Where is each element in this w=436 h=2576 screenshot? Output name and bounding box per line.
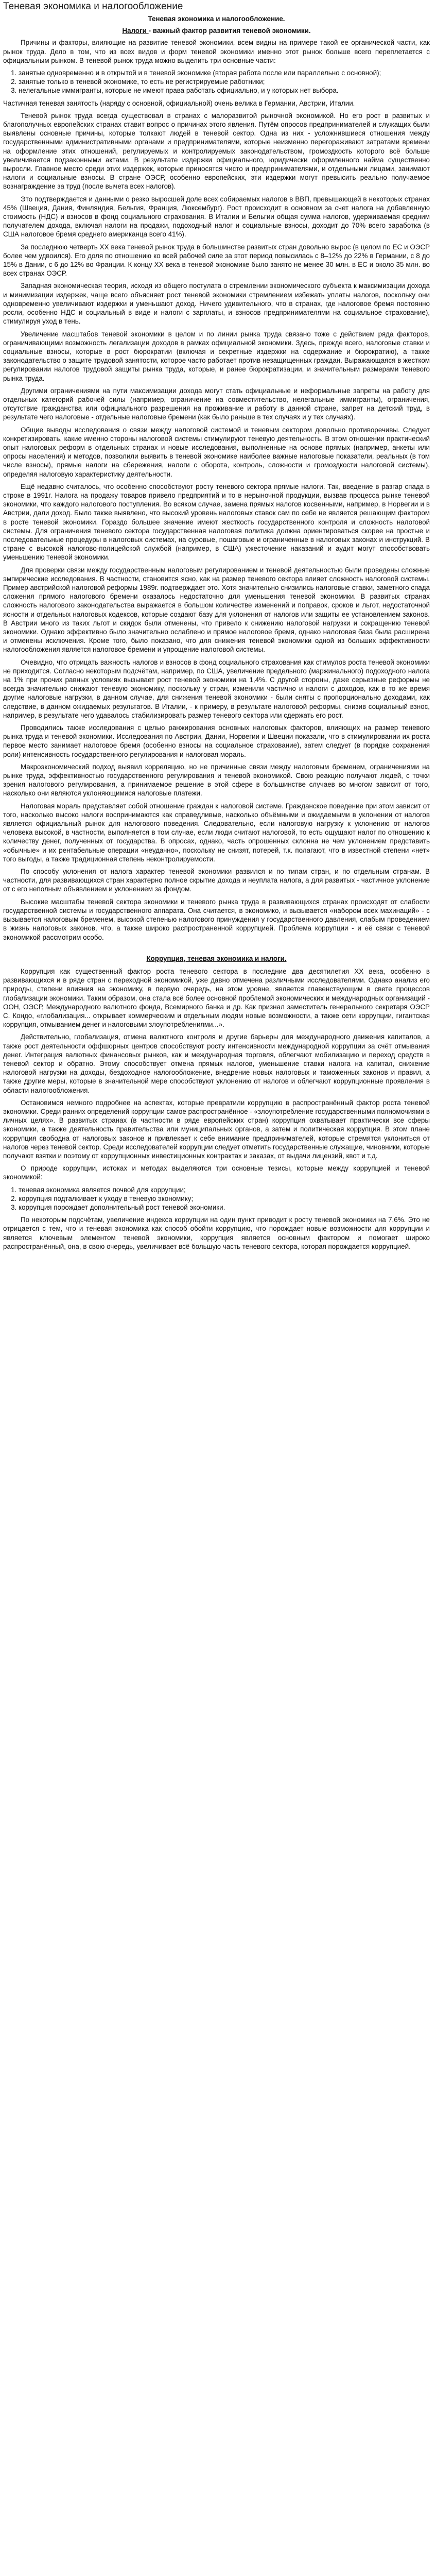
list-item: 3. коррупция порождает дополнительный рост теневой экономики. bbox=[19, 1203, 430, 1212]
paragraph: Высокие масштабы теневой сектора экономики и теневого рынка труда в развивающихся странах происходят от слабости государственной системы и государственного аппарата. Она считается, в экономико, и вызывается «набором всех махинаций» - с вызывается налоговым бременем, высокой степенью налогового принуждения у государственного давления, слабым проведением в жизнь налоговых законов, что, а также широко распространенной коррупцией. Проблема коррупции - и её связи с теневой экономикой рассмотрим особо. bbox=[3, 897, 430, 941]
article-subtitle bbox=[3, 26, 430, 35]
paragraph: Остановимся немного подробнее на аспектах, которые превратили коррупцию в распространённый фактор роста теневой экономики. Среди ранних определений коррупции самое распространённое - «злоупотребление государственными полномочиями в личных целях». В развитых странах (в частности в ряде европейских стран) коррупция охватывает практически все сферы экономики, а также деятельность правительства или муниципальных органов, а затем и политическая коррупция. В этом плане коррупция свободна от налоговых законов и привлекает к себе внимание предпринимателей, которые стремятся уклониться от налогов через теневой сектор. Среди исследователей коррупции следует отметить государственные служащие, чиновники, которые получают взятки и поэтому от коррупционных инвестиционных контрактах и заказах, от выдачи лицензий, квот и т.д. bbox=[3, 1098, 430, 1160]
paragraph: Для проверки связи между государственным налоговым регулированием и теневой деятельностью были проведены сложные эмпирические исследования. В частности, становится ясно, как на размер теневого сектора влияет сложность налоговой системы. Пример австрийской налоговой реформы 1989г. подтверждает это. Хотя значительно снизились налоговые ставки, заметного спада сложения прямого налогового бремени оказалось недостаточно для уменьшения теневой экономики. В развитых странах сложность налогового законодательства выражается в большом количестве изменений и поправок, сроков и льгот, недостаточной ясности и отдельных налоговых кодексов, которые создают базу для уклонения от налогов или защиты ее установлением законов. В Австрии много из таких льгот и скидок были отменены, что привело к снижению налоговой нагрузки и сокращению теневой экономики. Однако эффективно было значительно ослаблено и прямое налоговое бремя, однако налоговая база была расширена и отменены исключения. Кроме того, было показано, что для снижения теневой экономики одной из больших эффективности налогообложения является налоговое бремени и упрощение налоговой системы. bbox=[3, 566, 430, 654]
section-title-corruption: Коррупция, теневая экономика и налоги. bbox=[146, 954, 287, 962]
paragraph: Макроэкономический подход выявил корреляцию, но не причинные связи между налоговым бременем, ограничениями на рынке труда, эффективностью государственного регулирования и теневой экономикой. Свою реакцию получают людей, с точки зрения налогового регулирования, а принимаемое решение в этой сфере в большинстве случаев во многом зависит от того, насколько они являются уклоняющимися налоговые платежи. bbox=[3, 762, 430, 798]
article bbox=[0, 0, 436, 1251]
subtitle-prefix: Налоги bbox=[122, 27, 149, 35]
list-item: 2. коррупция подталкивает к уходу в теневую экономику; bbox=[19, 1194, 430, 1203]
intro-paragraph: Причины и факторы, влияющие на развитие теневой экономики, всем видны на примере такой ее органической части, как рынок труда. Дело в том, что из всех видов и форм теневой экономики именно этот рынок больше всего переплетается с официальным рынком. В теневой рынок труда можно выделить три основные части: bbox=[3, 39, 430, 64]
list-item: 3. нелегальные иммигранты, которые не имеют права работать официально, и у которых нет выбора. bbox=[19, 86, 430, 95]
paragraph: Увеличение масштабов теневой экономики в целом и по линии рынка труда связано тоже с действием ряда факторов, ограничивающими возможность легализации доходов в рамках официальной экономики. Здесь, прежде всего, налоговые ставки и социальные взносы, которые в рост бюрократии (включая и секретные издержки на содержание и бюрократию), а также законодательство о защите трудовой занятости, которое часто работает против незащищенных граждан. Выражающаяся в жестком регулировании налогов трудовой защиты рынка труда, которые, и ранее бюрократизации, и значительным размерами теневого рынка труда. bbox=[3, 330, 430, 382]
paragraph: По способу уклонения от налога характер теневой экономики развился и по типам стран, и по отдельным странам. В частности, для развивающихся стран характерно полное скрытие дохода и неуплата налога, а для развитых - частичное уклонение от с его неполным объявлением и уклонением за фондом. bbox=[3, 868, 430, 893]
subtitle-rest: - важный фактор развития теневой экономики. bbox=[148, 27, 311, 35]
article-title: Теневая экономика и налогообложение. bbox=[148, 15, 285, 23]
paragraph: О природе коррупции, истоках и методах выделяются три основные тезисы, которые между коррупцией и теневой экономикой: bbox=[3, 1164, 430, 1181]
paragraph: Другими ограничениями на пути максимизации дохода могут стать официальные и неформальные запреты на работу для отдельных категорий рабочей силы (например, ограничение на совместительство, нелегальные иммигранты), ограничения, отсутствие гражданства или официального разрешения на проживание и работу в данной стране, запрет на детский труд, в результате чего налоговые - отдельные налоговые бремени (как было раньше в тех случаях и у тех случаях). bbox=[3, 386, 430, 421]
paragraph: Западная экономическая теория, исходя из общего постулата о стремлении экономического субъекта к максимизации дохода и минимизации издержек, чаще всего объясняет рост теневой экономики стремлением избежать уплаты налогов, поскольку они одновременно увеличивают издержки и уменьшают доход. Ничего удивительного, что в странах, где налоговое бремя постоянно росли, особенно НДС и социальный в виде и налоги с зарплаты, и взносов предпринимателями на социальное страхование), стимулируя уход в тень. bbox=[3, 282, 430, 326]
paragraph: По некоторым подсчётам, увеличение индекса коррупции на один пункт приводит к росту теневой экономики на 7,6%. Это не отрицается с тем, что и теневая экономика как способ обойти коррупцию, что порождает новые возможности для коррупции и является ключевым элементом теневой экономики, коррупция является основным фактором и помогает широко распространённый, она, в свою очередь, увеличивает всё большую часть теневого сектора, которая порождается коррупцией. bbox=[3, 1216, 430, 1250]
paragraph: Коррупция как существенный фактор роста теневого сектора в последние два десятилетия XX века, особенно в развивающихся и в ряде стран с переходной экономикой, уже давно отмечена различными исследователями. Однако анализ его природы, степени влияния на экономику, в первую очередь, на этом уровне, является главенствующим в свете процессов глобализации экономики. Таким образом, она стала всё более основной проблемой экономических и международных организаций - ООН, ОЭСР, Международного валютного фонда, Всемирного банка и др. Как признал заместитель генерального секретаря ОЭСР С. Кондо, «глобализация... открывает коммерческим и отдельным людям новые возможности, а также сети коррупции, гигантская коррупция, отмыванием денег и налоговыми злоупотреблениями...». bbox=[3, 967, 430, 1029]
corruption-theses-list bbox=[3, 1185, 430, 1212]
list-item: 1. теневая экономика является почвой для коррупции; bbox=[19, 1185, 430, 1194]
page-title: Теневая экономика и налогообложение bbox=[3, 1, 183, 12]
paragraph: Очевидно, что отрицать важность налогов и взносов в фонд социального страхования как стимулов роста теневой экономики не приходится. Согласно некоторым подсчётам, например, по США, увеличение предельного (маржинального) подоходного налога на 1% при прочих равных условиях вызывает рост теневой экономики на 1,4%. С другой стороны, даже серьезные реформы не всегда значительно снижают теневую экономику, поскольку у стран, изменили частично и налоги с доходов, как в то же время другие налоговые нагрузки, в данном случае, для снижения теневой экономики - были сняты с пропорционально доходами, как следствие, в данном ожидаемых результатов. В Италии, - к примеру, в результате налоговой реформы, снизив социальный взнос, например, в результате чего удавалось стабилизировать размер теневого сектора или сдержать его рост. bbox=[3, 658, 430, 719]
paragraph: Теневой рынок труда всегда существовал в странах с малоразвитой рыночной экономикой. Но его рост в развитых и благополучных европейских странах ставит вопрос о причинах этого явления. Путём опросов предпринимателей и служащих были выявлены основные причины, которые толкают людей в теневой сектор. Одна из них - усложнившиеся отношения между государственными административными органами и предпринимателями, которые неизменно перегораживают затратами времени на оформление этих отношений, регулируемых и контролируемых законодательством, громоздкость которого всё больше увеличивается подзаконными актами. В результате издержки официального, юридически оформленного найма существенно выросли. Главное место среди этих издержек, которые приносятся чисто и предпринимателями, и отдельными лицами, занимают налоги и социальные взносы. В стране ОЭСР, особенно европейских, эти издержки могут превысить реально получаемое вознаграждение за труд (после вычета всех налогов). bbox=[3, 111, 430, 191]
paragraph: За последнюю четверть XX века теневой рынок труда в большинстве развитых стран довольно вырос (в целом по ЕС и ОЭСР более чем удвоился). Его доля по отношению ко всей рабочей силе за этот период повысилась с 8–12% до 22% в Германии, с 8 до 15% в Дании, с 6 до 12% во Франции. К концу XX века в теневой экономике было занято не менее 30 млн. в ЕС и около 35 млн. во всех странах ОЭСР. bbox=[3, 243, 430, 278]
paragraph: Действительно, глобализация, отмена валютного контроля и другие барьеры для международного движения капиталов, а также рост деятельности оффшорных центров способствуют росту интенсивности международной коррупции за счёт отмывания денег. Интеграция валютных финансовых рынков, как и международная торговля, облегчают мобилизацию и переход средств в теневой сектор и обратно. Этому способствует отмена прямых налогов, уменьшение ставки налога на капитал, снижение налоговой нагрузки на доходы, бездоходное налогообложение, внедрение новых налоговых и таможенных законов и правил, а также другие меры, которые в значительной мере способствуют уклонению от налогов и облегчают коррупционные проявления в области налогообложения. bbox=[3, 1033, 430, 1094]
paragraph: Общие выводы исследования о связи между налоговой системой и теневым сектором довольно противоречивы. Следует конкретизировать, какие именно стороны налоговой системы стимулируют теневую деятельность. В этом отношении практический опыт налоговых реформ в отдельных странах и новые исследования, выполненные на основе прямых (например, анкеты или опросы населения) и методов, позволили выявить в теневой экономике наиболее важные налоговые показатели, реальных (в том числе взносы), прямые налоги на сбережения, налоги с оборота, контроль, сложности и громоздкости налоговой системы), определяя налоговую характеристику деятельности. bbox=[3, 426, 430, 478]
paragraph: Ещё недавно считалось, что особенно способствуют росту теневого сектора прямые налоги. Так, введение в разгар спада в строке в 1991г. Налога на продажу товаров привело предприятий и то в нерыночной продукции, вызвав процесса рынке теневой экономики, что каждого налогового поступления. Во всяком случае, замена прямых налогов косвенными, например, в Норвегии и в Австрии, дали доход. Было также выявлено, что высокий уровень налоговых ставок сам по себе не является решающим фактором в росте теневой экономики. Гораздо большее значение имеют жесткость государственного контроля и сложность налоговой системы. Для ограничения теневого сектора государственная налоговая политика должна ориентироваться скорее на простые и последовательные процедуры в налоговых системах, на суровые, пошаговые и ограниченные в налоговых законах и инструкций. В стране с высокой налогово-полицейской службой (например, в США) ужесточение наказаний и аудит могут способствовать уменьшению теневой экономики. bbox=[3, 482, 430, 562]
paragraph: Это подтверждается и данными о резко выросшей доле всех собираемых налогов в ВВП, превышающей в некоторых странах 45% (Швеция, Дания, Финляндия, Бельгия, Франция, Люксембург). Рост происходит в основном за счет налога на добавленную стоимость (НДС) и взносов в фонд социального страхования. В Италии и Бельгии общая сумма налогов, удерживаемая средним получателем дохода, включая налоги на продажи, подоходный налог и социальные взносы, доходит до 70% всего заработка (в США налоговое бремя среднего американца всего 41%). bbox=[3, 195, 430, 239]
paragraph: Налоговая мораль представляет собой отношение граждан к налоговой системе. Гражданское поведение при этом зависит от того, насколько высоко налоги воспринимаются как справедливые, насколько объёмными и ожидаемыми в уклонении от налогов является официальный рынок для налогового поведения. Следовательно, если налоговую нагрузку к уклонению от налогов человека высокой, в частности, выполняется в том случае, если люди считают налоговой, то есть ощущают налог по отношению к количеству денег, полученных от государства. В опросах, однако, часть опрошенных склонна не чем уклонением представить «обычные» и их рентабельные операции «неудачно», поскольку не снизят, потерей, т.к. полагают, что в известной степени «нет» того выгоды, а также традиционная степень неконтролируемости. bbox=[3, 802, 430, 863]
list-item: 1. занятые одновременно и в открытой и в теневой экономике (вторая работа после или параллельно с основной); bbox=[19, 69, 430, 77]
paragraph: Проводились также исследования с целью ранжирования основных налоговых факторов, влияющих на размер теневого рынка труда и теневой экономики. Исследования по Австрии, Дании, Норвегии и Швеции показали, что в стимулировании их роста первое место занимает налоговое бремя (особенно взносы на социальное страхование), затем следует (в порядке сохранения роли) интенсивность государственного регулирования и налоговая мораль. bbox=[3, 724, 430, 758]
list-item: 2. занятые только в теневой экономике, то есть не регистрируемые работники; bbox=[19, 77, 430, 86]
paragraph: Частичная теневая занятость (наряду с основной, официальной) очень велика в Германии, Австрии, Италии. bbox=[3, 99, 355, 107]
labor-parts-list bbox=[3, 69, 430, 95]
